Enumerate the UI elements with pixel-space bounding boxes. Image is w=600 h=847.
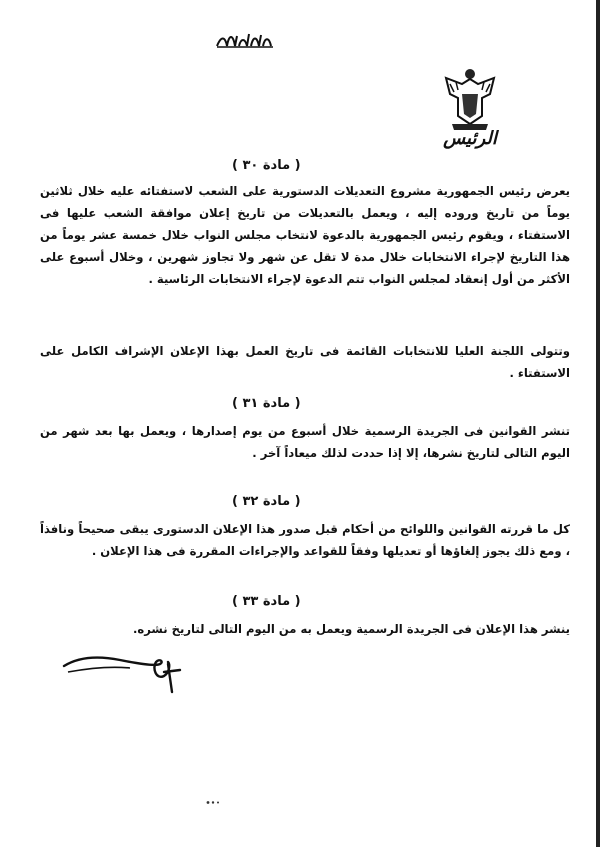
- article-30-heading: ( مادة ٣٠ ): [232, 158, 301, 173]
- handwritten-signature-icon: [60, 650, 190, 710]
- eagle-of-saladin-icon: [440, 64, 500, 134]
- article-30-paragraph-1: [40, 180, 570, 290]
- article-32-heading: ( مادة ٣٢ ): [232, 494, 301, 509]
- office-title: الرئيس: [443, 128, 497, 149]
- article-33-text: ينشر هذا الإعلان فى الجريدة الرسمية ويعمل به من اليوم التالى لتاريخ نشره.: [132, 622, 570, 636]
- scan-edge: [596, 0, 600, 847]
- scan-specks: [206, 800, 220, 805]
- article-31-text: تنشر القوانين فى الجريدة الرسمية خلال أسبوع من يوم إصدارها ، ويعمل بها بعد شهر من اليوم التالى لتاريخ نشرها، إلا إذا حددت لذلك ميعاداً آخر .: [40, 424, 570, 460]
- article-31-heading: ( مادة ٣١ ): [232, 396, 301, 411]
- article-32-text: كل ما قررته القوانين واللوائح من أحكام قبل صدور هذا الإعلان الدستورى يبقى صحيحاً ونافذاً ، ومع ذلك يجوز إلغاؤها أو تعديلها وفقاً للقواعد والإجراءات المقررة فى هذا الإعلان .: [40, 522, 570, 558]
- article-30-text-1: يعرض رئيس الجمهورية مشروع التعديلات الدستورية على الشعب لاستفتائه عليه خلال ثلاثين يوماً من تاريخ وروده إليه ، ويعمل بالتعديلات من تاريخ إعلان موافقة الشعب عليها فى الاستفتاء ، ويقوم رئيس الجمهورية بالدعوة لانتخاب مجلس النواب خلال خمسة عشر يوماً من هذا التاريخ لإجراء الانتخابات خلال مدة لا تقل عن شهر ولا تجاوز شهرين ، وخلال أسبوع على الأكثر من أول إنعقاد لمجلس النواب تتم الدعوة لإجراء الانتخابات الرئاسية .: [40, 184, 570, 286]
- article-30-paragraph-2: [40, 340, 570, 384]
- article-32-paragraph: [40, 518, 570, 562]
- article-30-text-2: وتتولى اللجنة العليا للانتخابات القائمة فى تاريخ العمل بهذا الإعلان الإشراف الكامل على الاستفتاء .: [40, 344, 570, 380]
- article-31-paragraph: [40, 420, 570, 464]
- article-33-paragraph: [40, 618, 570, 640]
- article-33-heading: ( مادة ٣٣ ): [232, 594, 301, 609]
- basmala-calligraphy-icon: [215, 30, 275, 50]
